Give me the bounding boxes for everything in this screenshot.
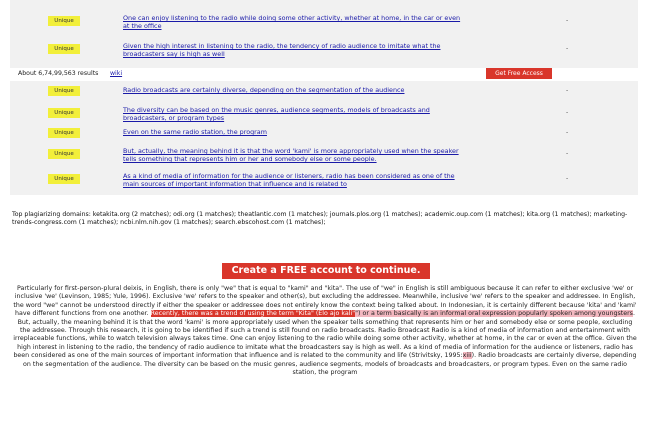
- wiki-link[interactable]: wiki: [110, 70, 123, 77]
- match-row: [10, 128, 638, 148]
- unique-badge: Unique: [48, 108, 80, 118]
- get-free-access-button[interactable]: Get Free Access: [486, 68, 552, 79]
- unique-badge: Unique: [48, 149, 80, 159]
- match-text-link[interactable]: But, actually, the meaning behind it is that the word 'kami' is more appropriately used when the speaker tells something that represents him or her and somebody else or some people.: [123, 147, 459, 164]
- match-row: [10, 42, 638, 62]
- match-text-link[interactable]: Even on the same radio station, the program: [123, 128, 267, 136]
- dash-mark: -: [566, 150, 569, 157]
- dash-mark: -: [566, 17, 569, 24]
- match-row: [10, 106, 638, 126]
- unique-badge: Unique: [48, 128, 80, 138]
- match-text-link[interactable]: Given the high interest in listening to the radio, the tendency of radio audience to imitate what the broadcasters say is high as well: [123, 42, 441, 59]
- match-row: [10, 172, 638, 192]
- match-text-link[interactable]: As a kind of media of information for the audience or listeners, radio has been considered as one of the main sources of important information that influence and is related to: [123, 172, 455, 189]
- dash-mark: -: [566, 129, 569, 136]
- dash-mark: -: [566, 87, 569, 94]
- paragraph-text: ). Radio broadcasts are certainly diverse, depending on the segmentation of the audience. The diversity can be based on the music genres, audience segments, models of broadcasts and broadcasters, or program types. Even on the same radio station, the program: [23, 352, 637, 377]
- highlighted-match[interactable]: xiii: [462, 352, 472, 360]
- dash-mark: -: [566, 175, 569, 182]
- matches-panel: [10, 0, 638, 195]
- unique-badge: Unique: [48, 16, 80, 26]
- match-text-link[interactable]: Radio broadcasts are certainly diverse, depending on the segmentation of the audience: [123, 86, 405, 94]
- match-row: [10, 147, 638, 167]
- match-row: [10, 86, 638, 106]
- highlighted-match[interactable]: Recently, there was a trend of using the term "Kita" (Elo ajo kali": [150, 310, 356, 318]
- results-count: About 6,74,99,563 results: [18, 70, 99, 77]
- document-paragraph: [12, 285, 638, 377]
- paragraph-text: . But, actually, the meaning behind it is that the word 'kami' is more appropriately used when the speaker tells something that represents him or her and somebody else or some people, excluding the addressee. Through this research, it is going to be identified if such a trend is still found on radio broadcasts. Radio Broadcast Radio is a kind of media of information and entertainment with irreplaceable functions, while to watch television always takes time. One can enjoy listening to the radio while doing some other activity, whether at home, in the car or even at the office. Given the high interest in listening to the radio, the tendency of radio audience to imitate what the broadcasters say is high as well. As a kind of media of information for the audience or listeners, radio has been considered as one of the main sources of important information that influence and is related to the community and life (Strivitsky, 1995:: [13, 310, 637, 360]
- highlighted-match[interactable]: ") or a term basically is an informal oral expression popularly spoken among youngsters: [355, 310, 633, 318]
- match-text-link[interactable]: The diversity can be based on the music genres, audience segments, models of broadcasts and broadcasters, or program types: [123, 106, 430, 123]
- dash-mark: -: [566, 45, 569, 52]
- unique-badge: Unique: [48, 174, 80, 184]
- create-account-button[interactable]: Create a FREE account to continue.: [222, 263, 430, 279]
- unique-badge: Unique: [48, 44, 80, 54]
- dash-mark: -: [566, 109, 569, 116]
- top-plagiarizing-domains: Top plagiarizing domains: ketakita.org (2 matches); odi.org (1 matches); theatlantic.com (1 matches); journals.plos.org (1 matches); academic.oup.com (1 matches); kita.org (1 matches); marketing-trends-congress.com (1 matches); ncbi.nlm.nih.gov (1 matches); search.ebscohost.com (1 matches);: [12, 211, 628, 227]
- unique-badge: Unique: [48, 86, 80, 96]
- paragraph-text: Particularly for first-person-plural deixis, in English, there is only "we" that is equal to "kami" and "kita". The use of "we" in English is still ambiguous because it can refer to either exclusive 'we' or inclusive 'we' (Levinson, 1985; Yule, 1996). Exclusive 'we' refers to the speaker and other(s), but excluding the addressee. Meanwhile, inclusive 'we' refers to the speaker and addressee. In English, the word "we" cannot be understood directly if either the speaker or addressee does not entirely know the context being talked about. In Indonesian, it is certainly different because 'kita' and 'kami' have different functions from one another.: [13, 285, 637, 318]
- match-row: [10, 14, 638, 34]
- match-text-link[interactable]: One can enjoy listening to the radio while doing some other activity, whether at home, in the car or even at the office: [123, 14, 461, 31]
- results-bar: [10, 68, 638, 81]
